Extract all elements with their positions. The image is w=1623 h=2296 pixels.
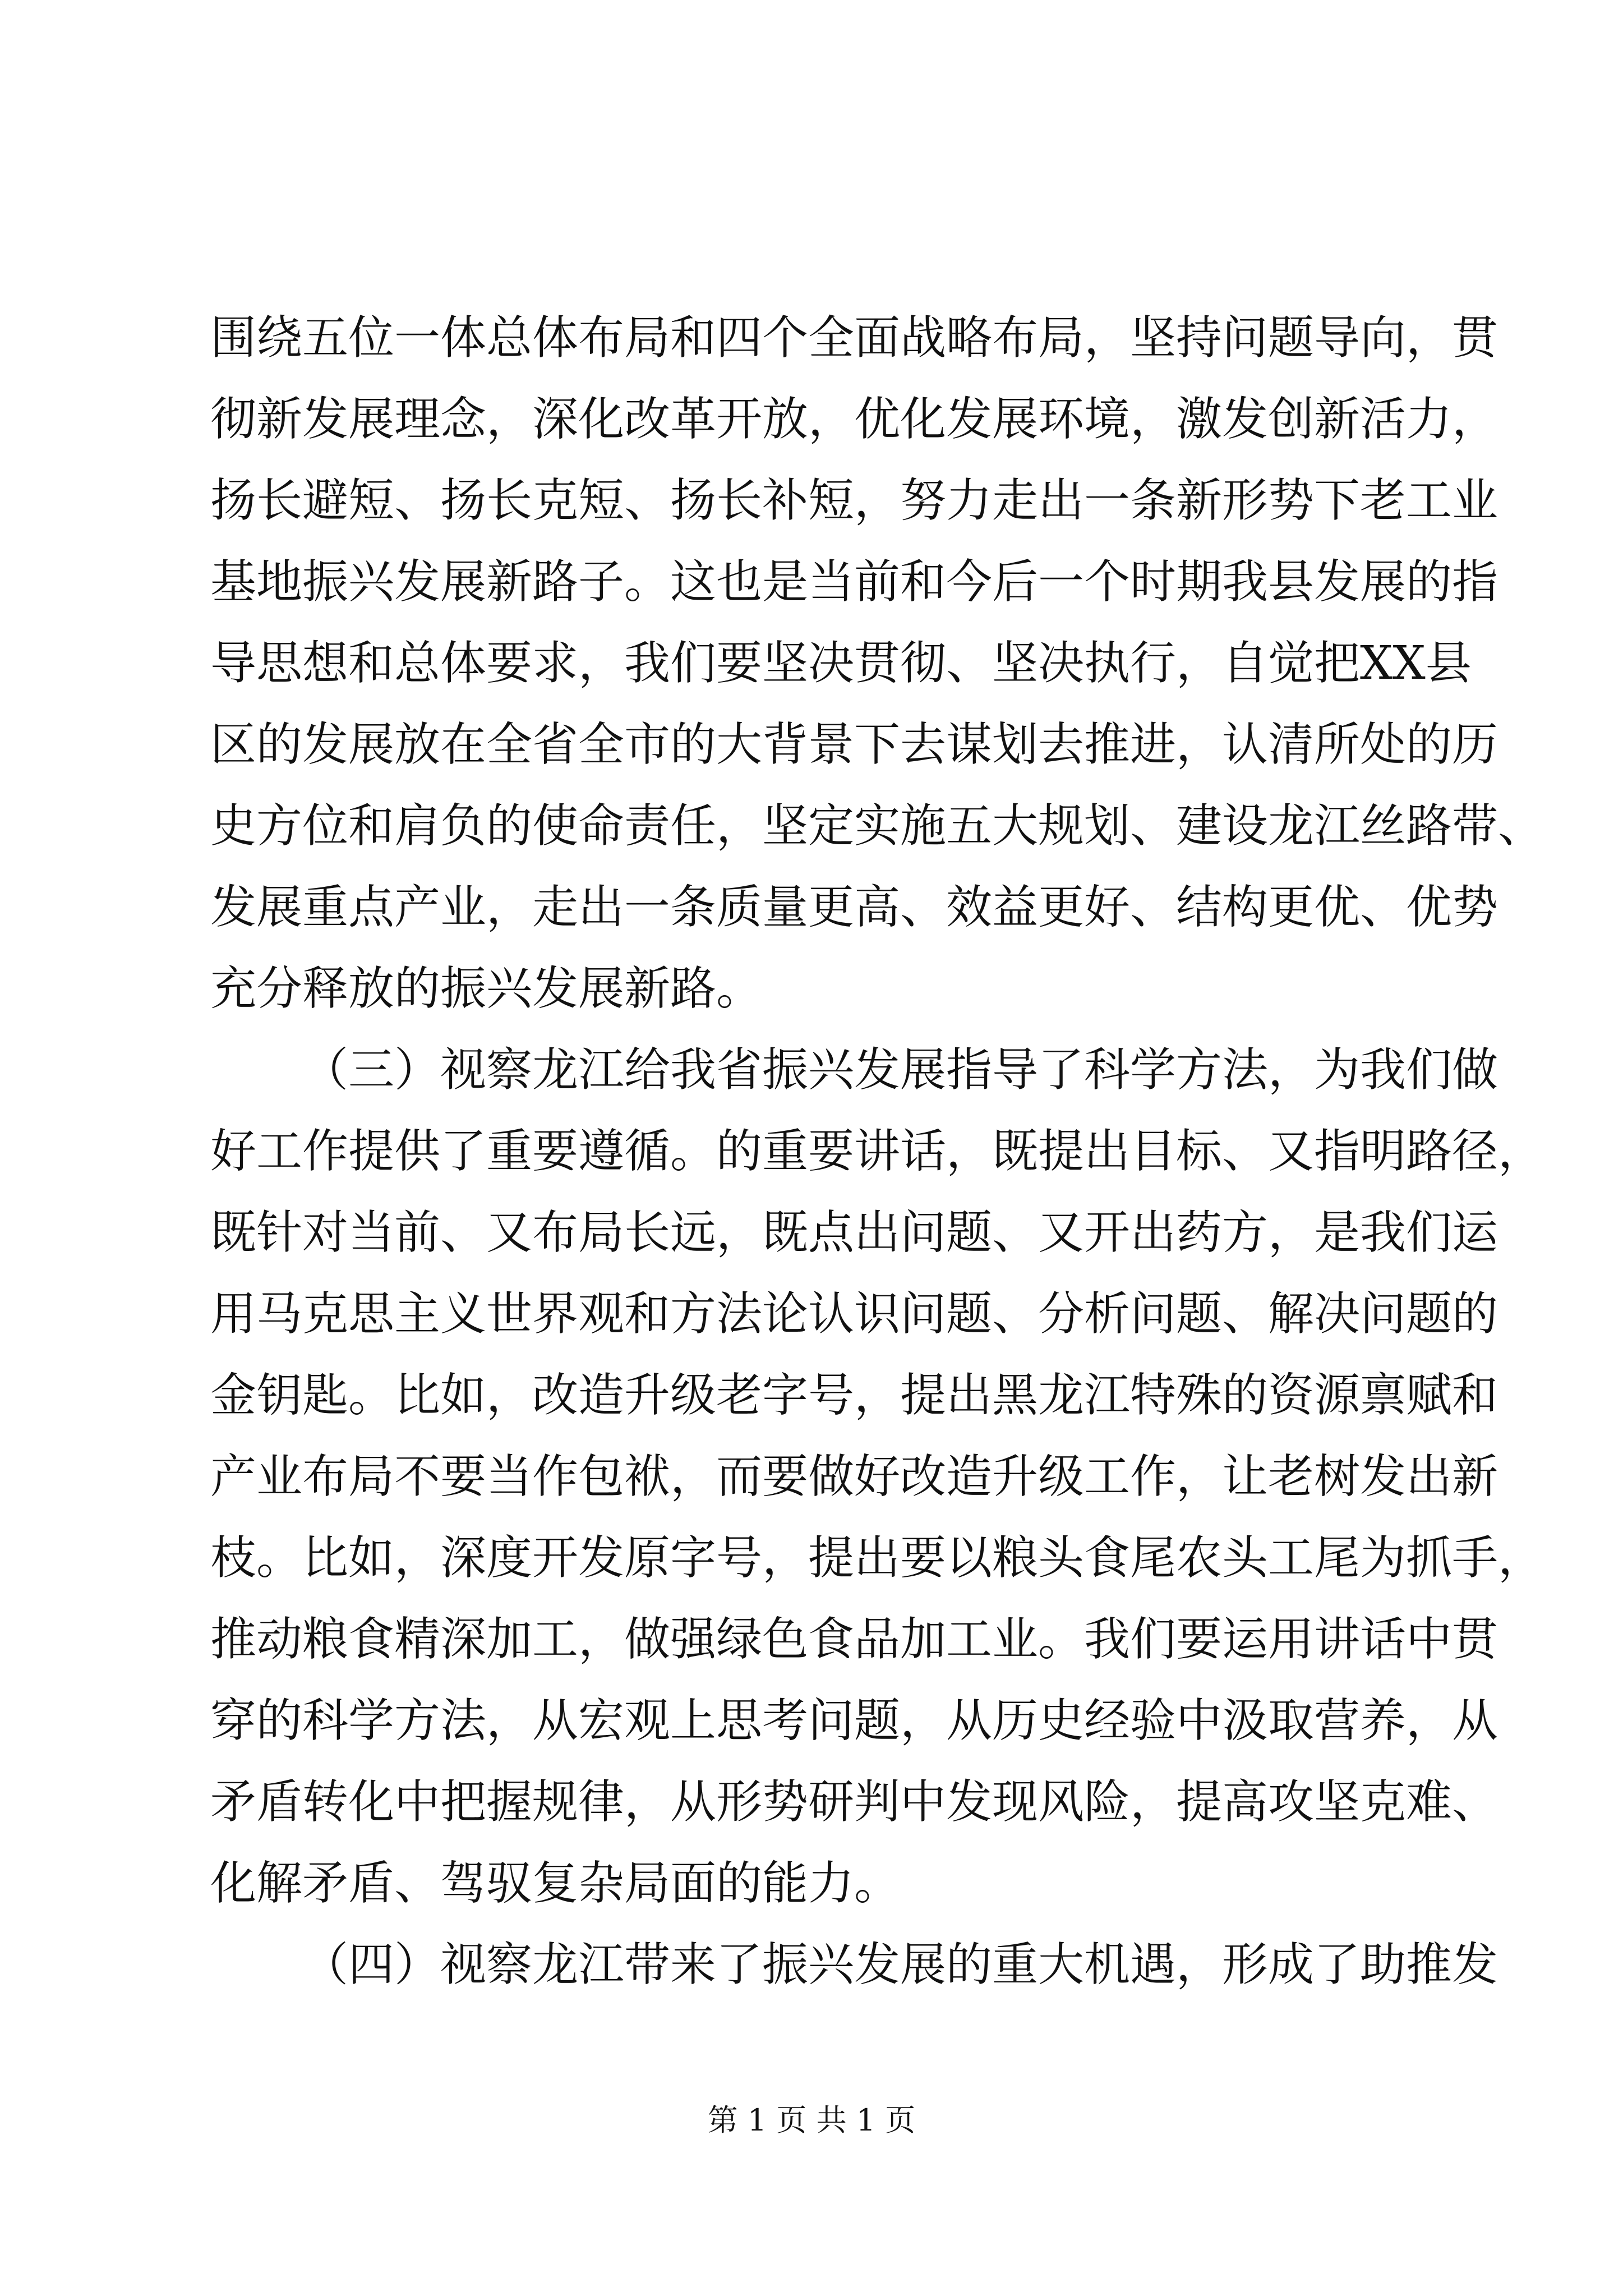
text-line: 金钥匙。比如，改造升级老字号，提出黑龙江特殊的资源禀赋和 — [210, 1369, 1498, 1422]
text-line: 矛盾转化中把握规律，从形势研判中发现风险，提高攻坚克难、 — [210, 1775, 1498, 1829]
text-line: 枝。比如，深度开发原字号，提出要以粮头食尾农头工尾为抓手， — [210, 1531, 1544, 1585]
text-line: 发展重点产业，走出一条质量更高、效益更好、结构更优、优势 — [210, 881, 1498, 934]
text-line: 好工作提供了重要遵循。的重要讲话，既提出目标、又指明路径， — [210, 1125, 1544, 1178]
text-line: 化解矛盾、驾驭复杂局面的能力。 — [210, 1857, 901, 1910]
document-body — [210, 297, 1544, 2005]
text-line: 既针对当前、又布局长远，既点出问题、又开出药方，是我们运 — [210, 1206, 1498, 1259]
text-line: 彻新发展理念，深化改革开放，优化发展环境，激发创新活力， — [210, 393, 1498, 446]
text-line: 用马克思主义世界观和方法论认识问题、分析问题、解决问题的 — [210, 1287, 1498, 1341]
text-line: 基地振兴发展新路子。这也是当前和今后一个时期我县发展的指 — [210, 555, 1498, 609]
text-line: 充分释放的振兴发展新路。 — [210, 962, 763, 1015]
text-line: 产业布局不要当作包袱，而要做好改造升级工作，让老树发出新 — [210, 1450, 1498, 1503]
paragraph-heading-line: （三）视察龙江给我省振兴发展指导了科学方法，为我们做 — [302, 1043, 1498, 1097]
text-line: 推动粮食精深加工，做强绿色食品加工业。我们要运用讲话中贯 — [210, 1613, 1498, 1666]
text-line: 史方位和肩负的使命责任，坚定实施五大规划、建设龙江丝路带、 — [210, 799, 1544, 853]
text-line: 穿的科学方法，从宏观上思考问题，从历史经验中汲取营养，从 — [210, 1694, 1498, 1747]
paragraph-heading-line: （四）视察龙江带来了振兴发展的重大机遇，形成了助推发 — [302, 1938, 1498, 1991]
text-line: 围绕五位一体总体布局和四个全面战略布局，坚持问题导向，贯 — [210, 311, 1498, 365]
text-line: 导思想和总体要求，我们要坚决贯彻、坚决执行，自觉把XX县 — [210, 637, 1472, 690]
text-line: 区的发展放在全省全市的大背景下去谋划去推进，认清所处的历 — [210, 718, 1498, 771]
page-number-footer: 第 1 页 共 1 页 — [707, 2102, 916, 2138]
text-line: 扬长避短、扬长克短、扬长补短，努力走出一条新形势下老工业 — [210, 474, 1498, 527]
